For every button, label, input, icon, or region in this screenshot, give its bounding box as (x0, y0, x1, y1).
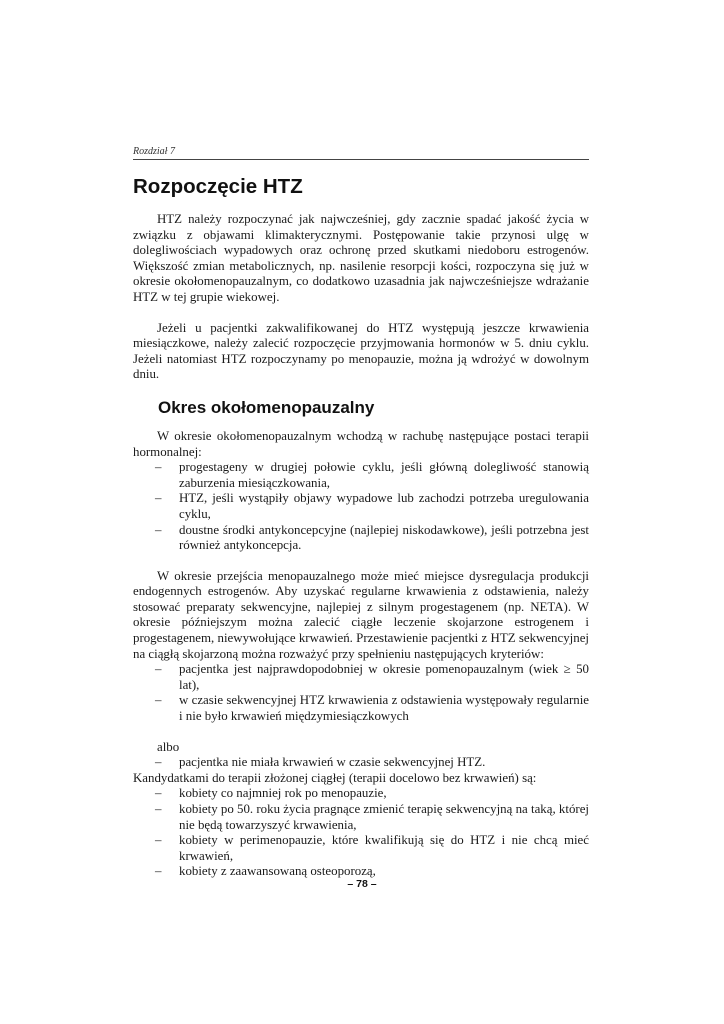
list-item (133, 460, 589, 491)
list-dash: – (155, 802, 162, 816)
list-dash: – (155, 864, 162, 879)
intro-paragraph-1: HTZ należy rozpoczynać jak najwcześniej, gdy zacznie spadać jakość życia w związku z objawami klimakterycznymi. Postępowanie takie przynosi ulgę w dolegliwościach wypadowych oraz ochronę przed skutkami niedoboru estrogenów. Większość zmian metabolicznych, np. nasilenie resorpcji kości, rozpoczyna się już w okresie okołomenopauzalnym, co dodatkowo uzasadnia jak najwcześniejsze wdrażanie HTZ w tej grupie wiekowej. (133, 212, 589, 304)
list-item-text: kobiety co najmniej rok po menopauzie, (179, 786, 387, 801)
list-item-text: kobiety po 50. roku życia pragnące zmienić terapię sekwencyjną na taką, której nie będą towarzyszyć krwawienia, (179, 802, 589, 832)
list-dash: – (155, 460, 162, 475)
list-item (133, 662, 589, 693)
intro-paragraph-2: Jeżeli u pacjentki zakwalifikowanej do HTZ występują jeszcze krwawienia miesiączkowe, należy zalecić rozpoczęcie przyjmowania hormonów w 5. dniu cyklu. Jeżeli natomiast HTZ rozpoczynamy po menopauzie, można ją wdrożyć w dowolnym dniu. (133, 320, 589, 382)
list-dash: – (155, 833, 162, 848)
list-item-text: w czasie sekwencyjnej HTZ krwawienia z odstawienia występowały regularnie i nie było krwawień międzymiesiączkowych (179, 693, 589, 724)
list-dash: – (155, 662, 162, 677)
running-head: Rozdział 7 (133, 146, 589, 160)
list-item (133, 786, 589, 802)
section-paragraph-1: W okresie okołomenopauzalnym wchodzą w rachubę następujące postaci terapii hormonalnej: (133, 428, 589, 459)
list-item (133, 833, 589, 864)
page-number: – 78 – (347, 878, 377, 890)
list-dash: – (155, 522, 162, 537)
list-dash: – (155, 755, 162, 770)
page-body (133, 146, 589, 880)
list-item-text: kobiety w perimenopauzie, które kwalifikują się do HTZ i nie chcą mieć krwawień, (179, 833, 589, 863)
list-item (133, 491, 589, 522)
list-item (133, 755, 589, 771)
list-dash: – (155, 491, 162, 506)
list-item-text: HTZ, jeśli wystąpiły objawy wypadowe lub zachodzi potrzeba uregulowania cyklu, (179, 491, 589, 521)
list-item (133, 523, 589, 554)
list-item (133, 693, 589, 724)
list-dash: – (155, 693, 162, 708)
list-item-text: progestageny w drugiej połowie cyklu, jeśli główną dolegliwość stanowią zaburzenia miesiączkowania, (179, 460, 589, 490)
list-item-text: kobiety z zaawansowaną osteoporozą, (179, 864, 376, 879)
chapter-title: Rozpoczęcie HTZ (133, 175, 303, 198)
list-item-text: pacjentka jest najprawdopodobniej w okresie pomenopauzalnym (wiek ≥ 50 lat), (179, 662, 589, 692)
list-item (133, 802, 589, 833)
section-paragraph-2: W okresie przejścia menopauzalnego może mieć miejsce dysregulacja produkcji endogennych estrogenów. Aby uzyskać regularne krwawienia z odstawienia, należy stosować preparaty sekwencyjne, najlepiej z silnym progestagenem (np. NETA). W okresie późniejszym można zalecić ciągłe leczenie skojarzone estrogenem i progestagenem, niewywołujące krwawień. Przestawienie pacjentki z HTZ sekwencyjnej na ciągłą skojarzoną można rozważyć przy spełnieniu następujących kryteriów: (133, 568, 589, 661)
list-dash: – (155, 786, 162, 801)
list-item-text: doustne środki antykoncepcyjne (najlepiej niskodawkowe), jeśli potrzebna jest również antykoncepcja. (179, 522, 589, 553)
section-heading: Okres okołomenopauzalny (158, 397, 375, 417)
section-paragraph-3: Kandydatkami do terapii złożonej ciągłej (terapii docelowo bez krwawień) są: (133, 770, 537, 785)
albo-text: albo (157, 739, 180, 754)
list-item-text: pacjentka nie miała krwawień w czasie sekwencyjnej HTZ. (179, 755, 486, 770)
